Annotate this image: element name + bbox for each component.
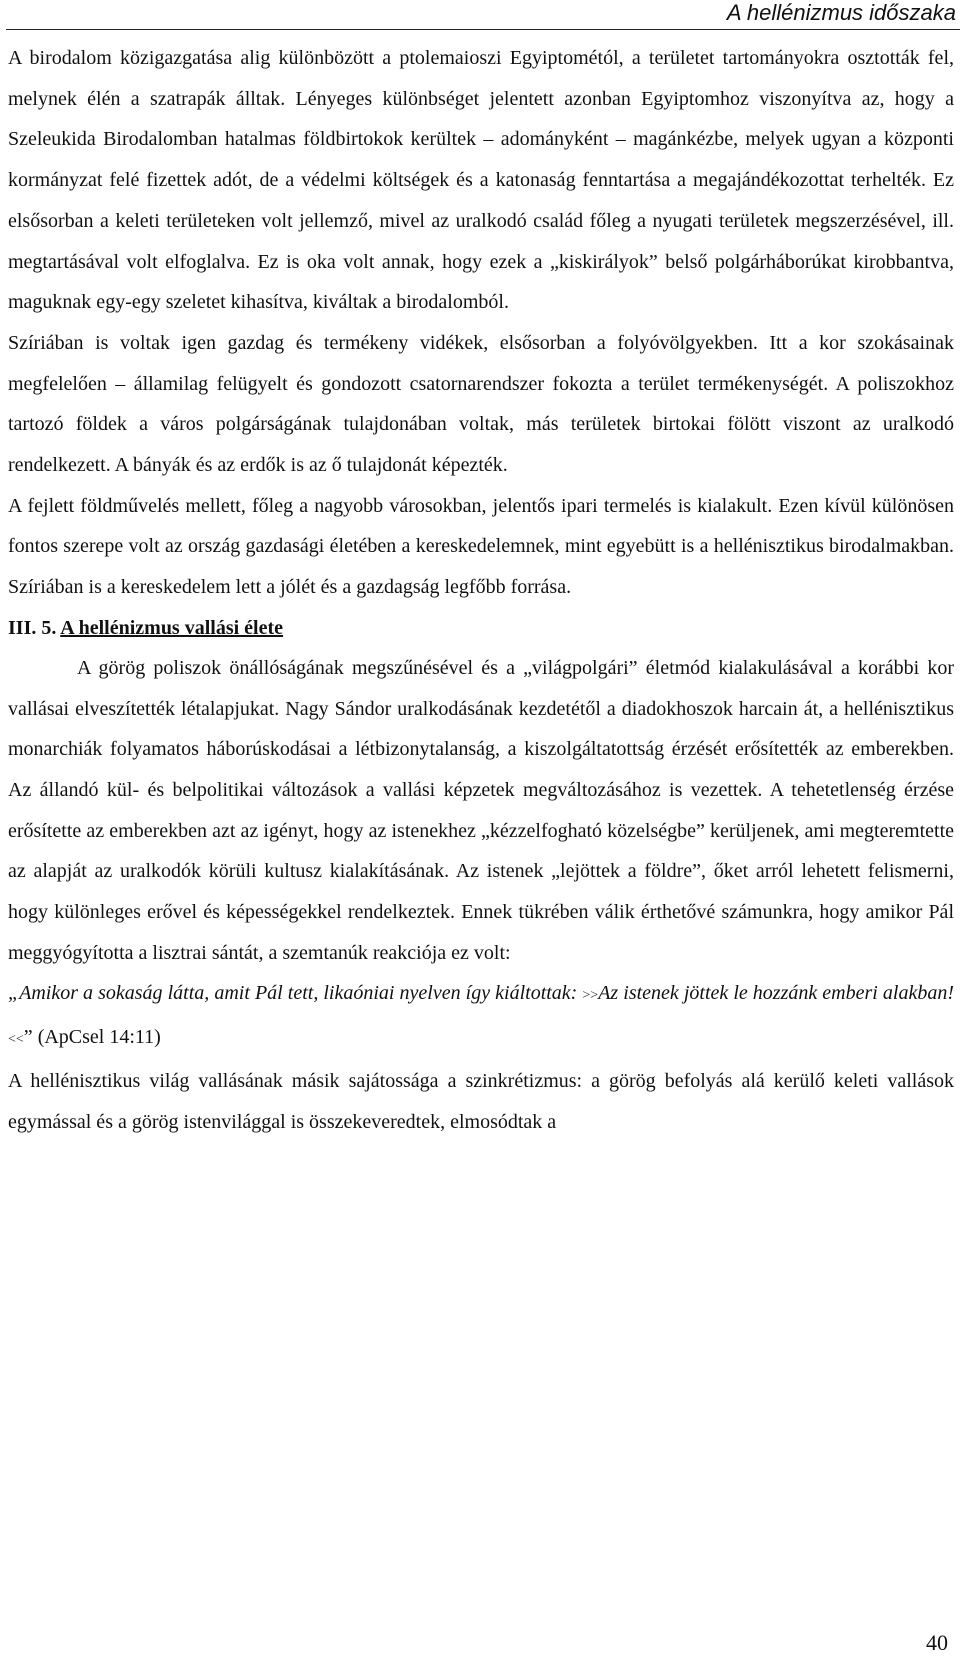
- quote-close-mark: ”: [23, 1026, 33, 1049]
- paragraph-trade: A fejlett földművelés mellett, főleg a nagyobb városokban, jelentős ipari termelés is kialakult. Ezen kívül különösen fontos szerepe volt az ország gazdasági életében a kereskedelemnek, mint egyebütt is a hellénisztikus birodalmakban. Szíriában is a kereskedelem lett a jólét és a gazdagság legfőbb forrása.: [8, 494, 954, 599]
- page-number: 40: [926, 1630, 948, 1655]
- paragraph-religion-intro: A görög poliszok önállóságának megszűnésével és a „világpolgári” életmód kialakulásával a korábbi kor vallásai elveszítették létalapjukat. Nagy Sándor uralkodásának kezdetétől a diadokhoszok harcain át, a hellénisztikus monarchiák folyamatos háborúskodásai a létbizonytalanság, a kiszolgáltatottság érzését erősítették az emberekben. Az állandó kül- és belpolitikai változások a vallási képzetek megváltozásához is vezettek. A tehetetlenség érzése erősítette az emberekben azt az igényt, hogy az istenekhez „kézzelfogható közelségbe” kerüljenek, ami megteremtette az alapját az uralkodók körüli kultusz kialakításának. Az istenek „lejöttek a földre”, őket arról lehetett felismerni, hogy különleges erővel és képességekkel rendelkeztek. Ennek tükrében válik érthetővé számunkra, hogy amikor Pál meggyógyította a lisztrai sántát, a szemtanúk reakciója ez volt:: [8, 656, 954, 964]
- quote-inner-open-mark: >>: [582, 988, 599, 1004]
- quote-text-part2: Az istenek jöttek le hozzánk emberi alakban!: [598, 982, 954, 1005]
- running-header-title: A hellénizmus időszaka: [726, 0, 956, 25]
- page-header: [0, 0, 960, 30]
- quote-reference: (ApCsel 14:11): [32, 1026, 161, 1049]
- document-body: [8, 38, 954, 1142]
- paragraph-administration: A birodalom közigazgatása alig különbözött a ptolemaioszi Egyiptométól, a területet tartományokra osztották fel, melynek élén a szatrapák álltak. Lényeges különbséget jelentett azonban Egyiptomhoz viszonyítva az, hogy a Szeleukida Birodalomban hatalmas földbirtokok kerültek – adományként – magánkézbe, melyek ugyan a központi kormányzat felé fizettek adót, de a védelmi költségek és a katonaság fenntartása a megajándékozottat terhelték. Ez elsősorban a keleti területeken volt jellemző, mivel az uralkodó család főleg a nyugati területek megszerzésével, ill. megtartásával volt elfoglalva. Ez is oka volt annak, hogy ezek a „kiskirályok” belső polgárháborúkat kirobbantva, maguknak egy-egy szeletet kihasítva, kiváltak a birodalomból.: [8, 47, 954, 314]
- section-number: III. 5.: [8, 616, 57, 639]
- quote-text-part1: Amikor a sokaság látta, amit Pál tett, likaóniai nyelven így kiáltottak:: [19, 982, 583, 1005]
- quote-open-mark: „: [8, 982, 20, 1005]
- paragraph-syria-agriculture: Szíriában is voltak igen gazdag és termékeny vidékek, elsősorban a folyóvölgyekben. Itt a kor szokásainak megfelelően – államilag felügyelt és gondozott csatornarendszer fokozta a terület termékenységét. A poliszokhoz tartozó földek a város polgárságának tulajdonában voltak, más területek birtokai fölött viszont az uralkodó rendelkezett. A bányák és az erdők is az ő tulajdonát képezték.: [8, 331, 954, 477]
- bible-quote: [8, 973, 954, 1060]
- quote-inner-close-mark: <<: [8, 1032, 24, 1048]
- section-heading: [8, 608, 954, 648]
- section-title: A hellénizmus vallási élete: [60, 616, 284, 639]
- header-rule: [6, 29, 960, 30]
- paragraph-syncretism: A hellénisztikus világ vallásának másik sajátossága a szinkrétizmus: a görög befolyás alá kerülő keleti vallások egymással és a görög istenvilággal is összekeveredtek, elmosódtak a: [8, 1069, 954, 1133]
